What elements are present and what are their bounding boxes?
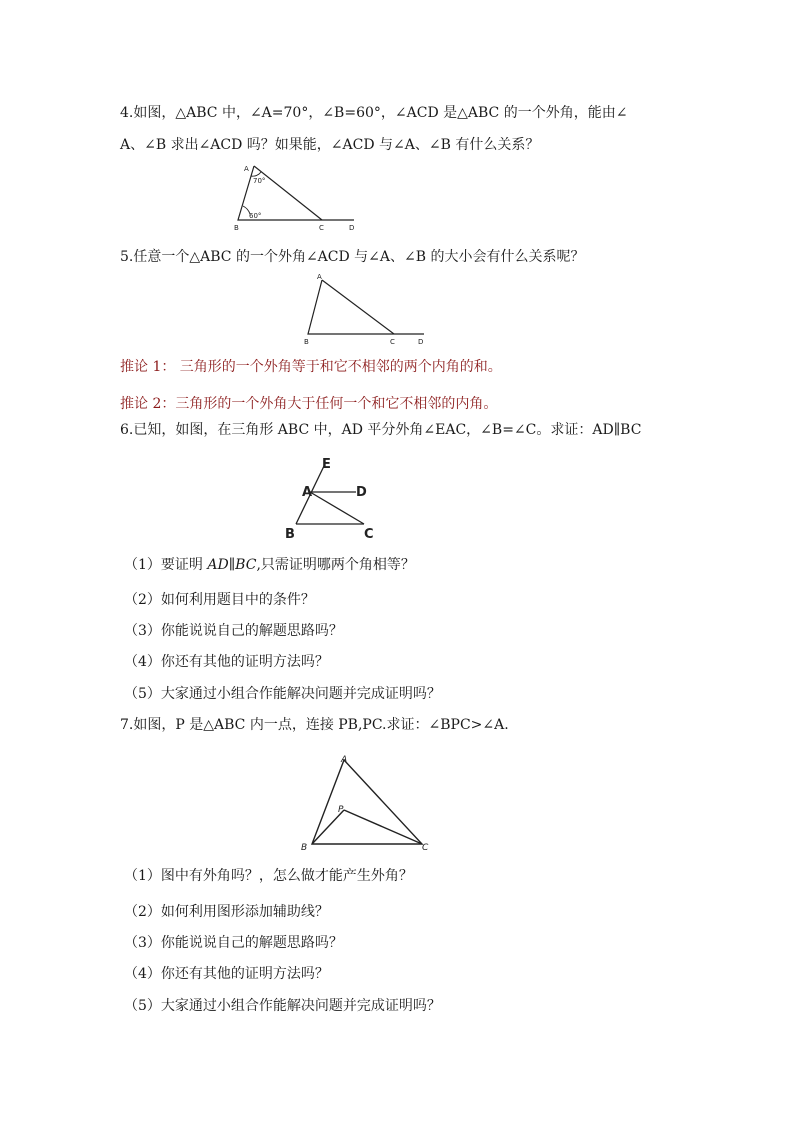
q5-label-b: B [304, 338, 309, 346]
q6-prompt-5 [124, 685, 441, 703]
q6-prompt-4 [124, 653, 329, 671]
q5-text-line-1: 5.任意一个△ABC 的一个外角∠ACD 与∠A、∠B 的大小会有什么关系呢？ [120, 249, 585, 265]
q7-prompt-5 [124, 997, 441, 1015]
q7-prompt-4-number: （4） [124, 966, 161, 982]
q7-prompt-5-number: （5） [124, 998, 161, 1014]
q6-prompt-2-text: 如何利用题目中的条件？ [160, 592, 315, 608]
q6-prompt-4-text: 你还有其他的证明方法吗？ [160, 654, 329, 670]
q7-label-a: A [341, 755, 348, 765]
q7-prompt-3-text: 你能说说自己的解题思路吗？ [160, 935, 343, 951]
q7-prompt-1-number: （1） [124, 868, 161, 884]
q6-label-c: C [364, 527, 374, 542]
q4-angle-b-value: 60° [249, 212, 262, 220]
q7-prompt-2-number: （2） [124, 904, 161, 920]
q5-label-c: C [390, 338, 395, 346]
q6-triangle-figure [280, 456, 390, 542]
q7-prompt-1-text: 图中有外角吗？，怎么做才能产生外角？ [160, 868, 413, 884]
corollary-2: 推论 2：三角形的一个外角大于任何一个和它不相邻的内角。 [120, 396, 498, 412]
q7-label-p: P [338, 805, 344, 815]
q6-prompt-5-text: 大家通过小组合作能解决问题并完成证明吗？ [160, 686, 441, 702]
q5-label-d: D [418, 338, 424, 346]
corollary-1: 推论 1： 三角形的一个外角等于和它不相邻的两个内角的和。 [120, 359, 502, 375]
q6-prompt-5-number: （5） [124, 686, 161, 702]
q6-prompt-3-text: 你能说说自己的解题思路吗？ [160, 623, 343, 639]
q7-prompt-3-number: （3） [124, 935, 161, 951]
q6-label-b: B [285, 527, 295, 542]
q5-label-a: A [317, 273, 322, 281]
q4-label-d: D [349, 224, 355, 232]
q6-prompt-1-number: （1） [124, 557, 161, 573]
q7-prompt-2 [124, 903, 329, 921]
q6-prompt-1 [124, 556, 415, 574]
q7-prompt-1 [124, 867, 413, 885]
q6-prompt-2 [124, 591, 315, 609]
q4-angle-a-value: 70° [253, 177, 266, 185]
q6-text-line-1: 6.已知，如图，在三角形 ABC 中，AD 平分外角∠EAC，∠B=∠C。求证：AD∥BC [120, 422, 642, 438]
q7-prompt-2-text: 如何利用图形添加辅助线？ [160, 904, 329, 920]
q7-text-line-1: 7.如图，P 是△ABC 内一点，连接 PB,PC.求证：∠BPC>∠A. [120, 717, 509, 733]
q7-triangle-figure [300, 752, 440, 852]
q7-prompt-5-text: 大家通过小组合作能解决问题并完成证明吗？ [160, 998, 441, 1014]
q6-prompt-1-prefix: 要证明 [160, 557, 208, 573]
q7-label-b: B [301, 843, 308, 853]
q7-prompt-4 [124, 965, 329, 983]
q6-prompt-1-suffix: ,只需证明哪两个角相等？ [256, 557, 415, 573]
q7-prompt-3 [124, 934, 343, 952]
q7-prompt-4-text: 你还有其他的证明方法吗？ [160, 966, 329, 982]
q4-text-line-2: A、∠B 求出∠ACD 吗？如果能，∠ACD 与∠A、∠B 有什么关系？ [120, 137, 540, 153]
q6-prompt-3-number: （3） [124, 623, 161, 639]
q4-text-line-1: 4.如图，△ABC 中，∠A=70°，∠B=60°，∠ACD 是△ABC 的一个外角，能由∠ [120, 105, 628, 121]
q6-prompt-4-number: （4） [124, 654, 161, 670]
q4-label-b: B [234, 224, 239, 232]
q4-label-a: A [244, 165, 249, 173]
q6-label-e: E [322, 457, 331, 472]
q4-label-c: C [319, 224, 324, 232]
q6-prompt-2-number: （2） [124, 592, 161, 608]
q4-triangle-figure [230, 162, 360, 234]
q6-prompt-3 [124, 622, 343, 640]
q7-label-c: C [422, 843, 429, 853]
q5-triangle-figure [300, 272, 430, 348]
q6-label-a: A [302, 485, 313, 500]
q6-prompt-1-parallel-notation: AD∥BC [207, 557, 257, 573]
q6-label-d: D [356, 485, 367, 500]
